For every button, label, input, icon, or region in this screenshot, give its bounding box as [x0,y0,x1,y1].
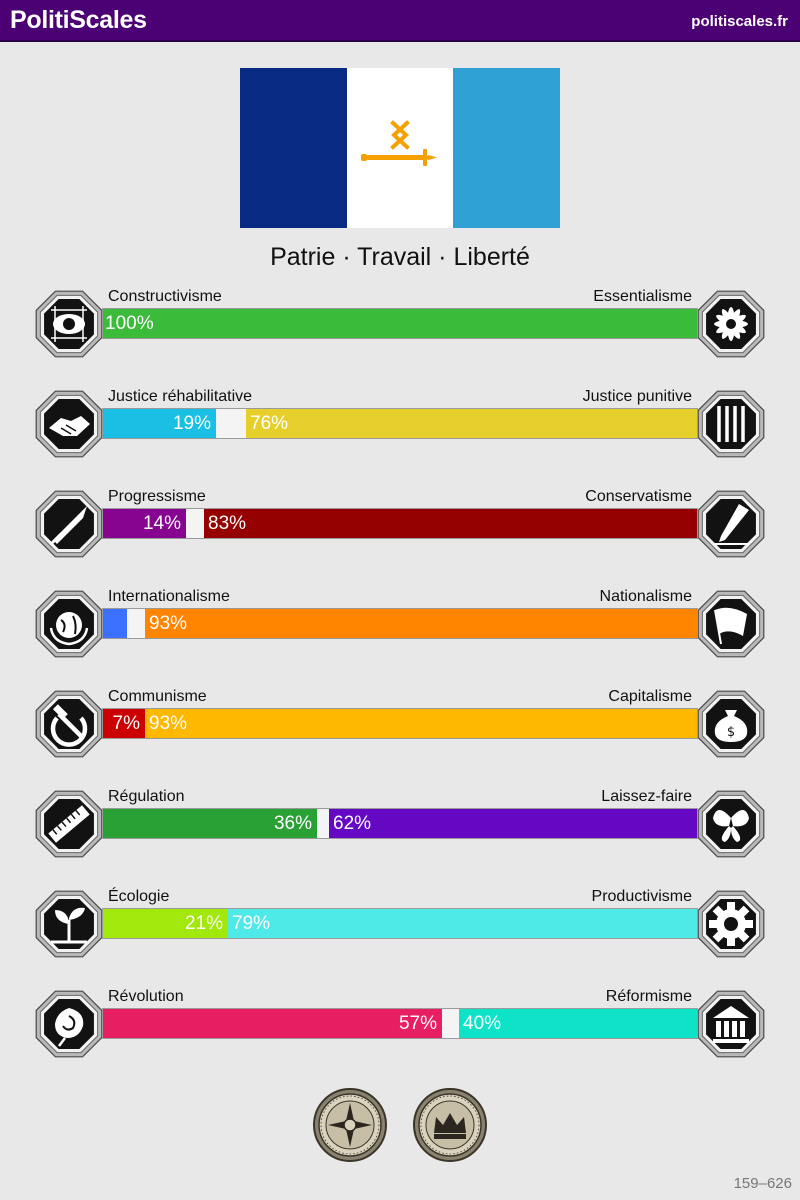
axis-left-percent: 100% [105,313,154,334]
axis-bar [102,1008,698,1039]
axis-right-percent: 62% [333,813,372,834]
axis-left-percent: 21% [184,913,223,934]
axis-right-fill [246,409,697,438]
quill-icon [695,488,767,560]
axis-right-label: Capitalisme [608,688,692,705]
handshake-icon [33,388,105,460]
top-bar [0,0,800,42]
gear-icon [695,888,767,960]
axis-left-percent: 57% [398,1013,437,1034]
axis-bar [102,708,698,739]
sprout-icon [33,888,105,960]
axis-bar [102,508,698,539]
axis-left-percent: 19% [172,413,211,434]
flag-stripe-left [240,68,347,228]
axis-row [0,588,800,668]
axis-left-label: Révolution [108,988,184,1005]
axis-bar [102,908,698,939]
axis-right-percent: 83% [208,513,247,534]
brand-title[interactable]: PolitiScales [10,6,147,34]
axis-left-fill [103,609,127,638]
axis-left-fill [103,309,697,338]
axis-right-fill [228,909,697,938]
axis-left-label: Justice réhabilitative [108,388,253,405]
compass-seal-badge-icon [312,1087,388,1163]
axis-right-percent: 79% [232,913,271,934]
axis-right-fill [329,809,697,838]
prison-bars-icon [695,388,767,460]
axis-right-label: Productivisme [591,888,692,905]
hammer-sickle-icon [33,688,105,760]
flower-icon [695,288,767,360]
flag-stripe-right [453,68,560,228]
axis-left-percent: 7% [112,713,140,734]
rocket-icon [33,488,105,560]
axis-row [0,988,800,1068]
axis-right-fill [145,709,697,738]
eye-icon [33,288,105,360]
rose-icon [33,988,105,1060]
axis-left-label: Constructivisme [108,288,222,305]
axis-right-label: Justice punitive [582,388,692,405]
axis-row [0,688,800,768]
axis-right-label: Essentialisme [593,288,692,305]
axis-bar [102,308,698,339]
svg-text:$: $ [726,725,736,740]
axis-right-label: Laissez-faire [601,788,692,805]
axis-right-label: Nationalisme [599,588,692,605]
site-url[interactable]: politiscales.fr [691,13,788,30]
axis-left-label: Régulation [108,788,185,805]
axis-row [0,488,800,568]
axis-right-percent: 93% [149,613,188,634]
money-bag-icon [695,688,767,760]
result-code: 159–626 [733,1175,792,1192]
axis-left-label: Internationalisme [108,588,230,605]
flag-motto: Patrie · Travail · Liberté [270,243,530,271]
flag-icon [695,588,767,660]
axis-row [0,288,800,368]
result-flag [240,68,560,228]
axis-left-label: Écologie [108,888,170,905]
axis-left-percent: 14% [142,513,181,534]
axis-row [0,888,800,968]
axis-left-percent: 36% [273,813,312,834]
ruler-icon [33,788,105,860]
axis-right-percent: 40% [463,1013,502,1034]
axis-right-fill [204,509,697,538]
butterfly-icon [695,788,767,860]
crown-seal-badge-icon [412,1087,488,1163]
axis-right-fill [145,609,697,638]
axis-row [0,788,800,868]
axis-right-percent: 76% [250,413,289,434]
axis-bar [102,808,698,839]
axis-right-label: Réformisme [605,988,692,1005]
axis-bar [102,608,698,639]
axis-row [0,388,800,468]
othala-rune-sword-icon [347,68,453,228]
axis-left-label: Progressisme [108,488,206,505]
axis-right-label: Conservatisme [585,488,692,505]
parliament-icon [695,988,767,1060]
axis-right-percent: 93% [149,713,188,734]
axis-left-fill [103,1009,442,1038]
globe-laurel-icon [33,588,105,660]
axis-left-label: Communisme [108,688,207,705]
axis-bar [102,408,698,439]
